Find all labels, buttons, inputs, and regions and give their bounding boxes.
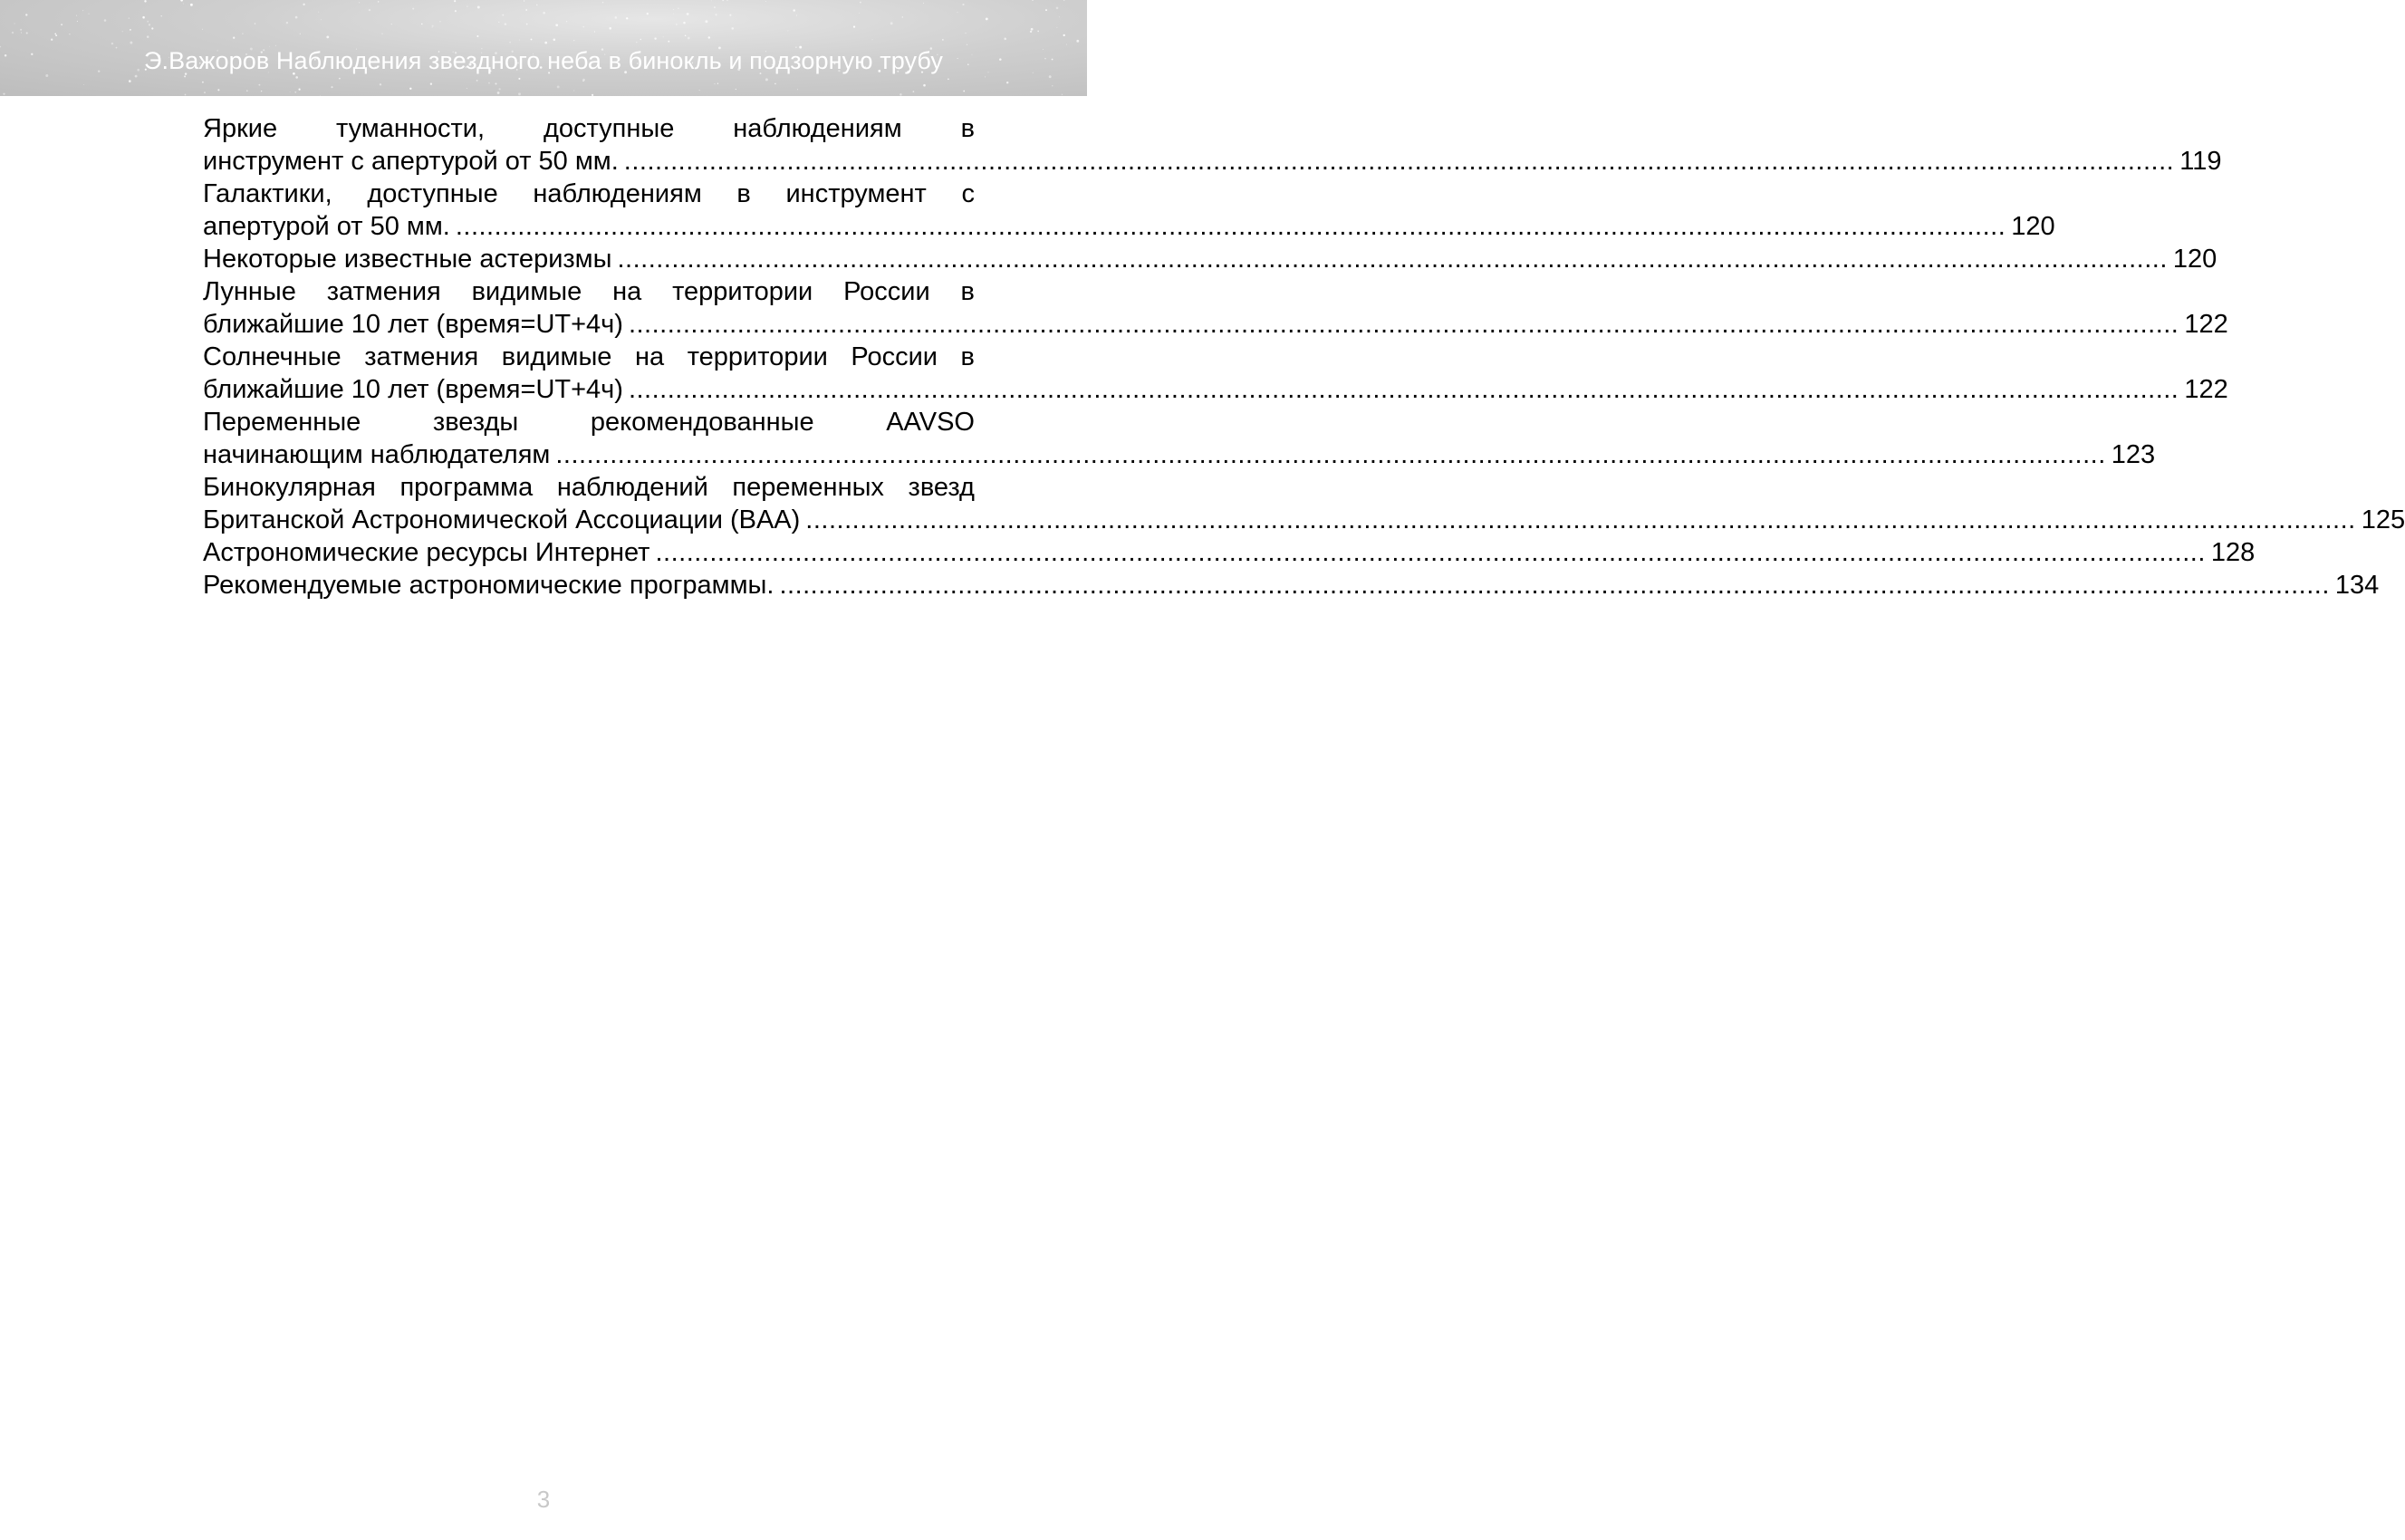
star-dot [104, 19, 107, 22]
star-dot [543, 12, 545, 14]
star-dot [432, 25, 434, 27]
toc-entry-last-line [203, 243, 2217, 275]
toc-entry-line [203, 275, 975, 308]
star-dot [688, 37, 690, 40]
star-dot [476, 80, 478, 82]
star-dot [359, 2, 360, 3]
star-dot [860, 2, 861, 4]
toc-word: звезд [908, 473, 975, 502]
toc-entry-title: апертурой от 50 мм. [203, 212, 450, 241]
star-dot [331, 86, 332, 88]
star-dot [965, 33, 966, 34]
star-dot [518, 78, 520, 80]
star-dot [122, 31, 123, 32]
star-dot [295, 76, 298, 79]
star-dot [942, 39, 944, 41]
star-dot [797, 89, 798, 90]
star-dot [185, 94, 187, 96]
star-dot [204, 91, 205, 92]
star-dot [1032, 0, 1034, 1]
toc-leader-dots: ........................................................................................................................................................................................................ [779, 571, 2330, 600]
star-dot [1059, 16, 1060, 17]
star-dot [714, 6, 716, 8]
toc-leader-dots: ........................................................................................................................................................................................................ [805, 505, 2356, 534]
star-dot [258, 84, 260, 86]
star-dot [518, 92, 521, 95]
toc-word: доступные [367, 179, 498, 208]
star-dot [555, 24, 558, 26]
star-dot [890, 22, 893, 24]
star-dot [275, 45, 276, 46]
star-dot [25, 14, 27, 15]
star-dot [654, 37, 656, 39]
toc-leader-dots: ........................................................................................................................................................................................................ [455, 212, 2006, 241]
star-dot [708, 36, 710, 38]
toc-leader-dots: ........................................................................................................................................................................................................ [617, 245, 2168, 274]
star-dot [455, 10, 457, 12]
toc-word: AAVSO [886, 408, 975, 437]
star-dot [217, 89, 219, 91]
star-dot [673, 9, 674, 10]
star-dot [717, 83, 718, 84]
toc-leader-dots: ........................................................................................................................................................................................................ [623, 147, 2175, 176]
toc-entry-last-line [203, 504, 2405, 536]
star-dot [180, 0, 183, 2]
toc-entry-last-line [203, 373, 2228, 406]
star-dot [412, 8, 414, 10]
star-dot [678, 7, 679, 9]
toc-page-number: 120 [2172, 245, 2217, 274]
star-dot [913, 91, 915, 92]
toc-entry[interactable] [203, 112, 2222, 178]
star-dot [1006, 82, 1008, 83]
star-dot [699, 90, 700, 91]
star-dot [505, 23, 507, 25]
toc-entry[interactable] [203, 275, 2228, 341]
toc-word: в [960, 342, 975, 371]
toc-page-number: 122 [2184, 310, 2228, 339]
toc-entry-line [203, 178, 975, 210]
star-dot [663, 36, 664, 37]
star-dot [948, 78, 949, 80]
star-dot [668, 41, 669, 43]
toc-word: Галактики, [203, 179, 332, 208]
toc-word: в [960, 114, 975, 143]
star-dot [793, 9, 795, 12]
star-dot [318, 12, 319, 13]
page-number: 3 [536, 1486, 551, 1513]
star-dot [51, 39, 53, 41]
toc-word: наблюдениям [533, 179, 702, 208]
star-dot [1004, 37, 1006, 40]
star-dot [640, 39, 641, 40]
toc-page-number: 128 [2210, 538, 2256, 567]
star-dot [82, 10, 83, 11]
toc-leader-dots: ........................................................................................................................................................................................................ [628, 310, 2179, 339]
toc-word: Переменные [203, 408, 361, 437]
toc-entry-last-line [203, 145, 2222, 178]
star-dot [326, 36, 329, 39]
toc-leader-dots: ........................................................................................................................................................................................................ [555, 440, 2106, 469]
star-dot [130, 29, 131, 31]
star-dot [592, 94, 593, 96]
toc-entry-title: инструмент с апертурой от 50 мм. [203, 147, 619, 176]
star-dot [184, 75, 186, 77]
toc-word: инструмент [785, 179, 927, 208]
star-dot [1063, 34, 1065, 36]
toc-entry-last-line [203, 308, 2228, 341]
toc-word: России [851, 342, 938, 371]
star-dot [130, 42, 132, 44]
star-dot [859, 13, 860, 14]
star-dot [1076, 40, 1079, 43]
toc-entry[interactable] [203, 243, 2217, 275]
toc-leader-dots: ........................................................................................................................................................................................................ [628, 375, 2179, 404]
star-dot [1056, 6, 1059, 9]
star-dot [687, 13, 689, 15]
toc-word: рекомендованные [590, 408, 814, 437]
star-dot [190, 4, 193, 6]
star-dot [647, 13, 649, 14]
star-dot [111, 43, 113, 44]
star-dot [430, 83, 432, 85]
star-dot [495, 82, 496, 84]
star-dot [378, 1, 379, 2]
star-dot [454, 0, 456, 2]
toc-word: видимые [471, 277, 582, 306]
star-dot [1062, 94, 1063, 95]
star-dot [242, 33, 243, 34]
star-dot [722, 0, 724, 1]
toc-word: наблюдениям [733, 114, 902, 143]
star-dot [544, 42, 547, 44]
star-dot [986, 17, 988, 20]
toc-entry-last-line [203, 438, 2156, 471]
star-dot [149, 24, 150, 25]
star-dot [685, 35, 686, 36]
star-dot [497, 91, 500, 94]
star-dot [853, 25, 855, 27]
star-dot [20, 29, 22, 31]
star-dot [526, 24, 528, 25]
star-dot [582, 81, 583, 82]
toc-word: Солнечные [203, 342, 342, 371]
star-dot [765, 1, 766, 2]
toc-word: на [612, 277, 642, 306]
star-dot [320, 95, 321, 96]
toc-word: России [843, 277, 930, 306]
star-dot [142, 16, 145, 19]
star-dot [796, 14, 797, 15]
star-dot [144, 0, 146, 2]
star-dot [83, 84, 84, 85]
star-dot [715, 14, 717, 15]
star-dot [553, 39, 556, 42]
star-dot [129, 17, 130, 18]
star-dot [76, 15, 77, 16]
toc-word: на [634, 342, 665, 371]
star-dot [3, 93, 5, 95]
star-dot [626, 17, 628, 19]
toc-word: доступные [543, 114, 675, 143]
star-dot [714, 83, 715, 84]
toc-entry-last-line [203, 536, 2256, 569]
star-dot [899, 93, 901, 95]
star-dot [963, 91, 965, 92]
star-dot [872, 39, 873, 40]
star-dot [294, 91, 296, 93]
star-dot [732, 27, 735, 30]
star-dot [439, 21, 441, 23]
star-dot [129, 80, 131, 82]
star-dot [923, 84, 926, 87]
star-dot [202, 29, 203, 30]
star-dot [765, 78, 768, 81]
star-dot [566, 21, 567, 22]
toc-entry-line [203, 471, 975, 504]
star-dot [1056, 27, 1057, 28]
star-dot [498, 88, 500, 90]
star-dot [339, 78, 341, 80]
star-dot [233, 37, 235, 39]
toc-entry-title: Астрономические ресурсы Интернет [203, 538, 650, 567]
star-dot [602, 2, 604, 4]
toc-entry-line [203, 406, 975, 438]
star-dot [557, 85, 560, 88]
star-dot [609, 27, 611, 30]
table-of-contents [203, 112, 2405, 602]
toc-entry-last-line [203, 210, 2055, 243]
star-dot [1037, 31, 1039, 33]
toc-word: переменных [732, 473, 884, 502]
star-dot [729, 14, 731, 16]
star-dot [1063, 0, 1064, 1]
toc-entry-title: начинающим наблюдателям [203, 440, 551, 469]
toc-word: Бинокулярная [203, 473, 376, 502]
toc-word: затмения [364, 342, 479, 371]
star-dot [151, 27, 153, 29]
star-dot [705, 20, 707, 23]
star-dot [711, 0, 712, 1]
star-dot [962, 4, 964, 5]
star-dot [614, 16, 617, 19]
star-dot [774, 83, 776, 85]
star-dot [299, 89, 301, 91]
star-dot [147, 21, 149, 23]
toc-entry-title: Британской Астрономической Ассоциации (BAA) [203, 505, 801, 534]
toc-entry[interactable] [203, 471, 2405, 536]
star-dot [303, 4, 304, 5]
header-title: Э.Важоров Наблюдения звездного неба в бинокль и подзорную трубу [144, 47, 943, 74]
star-dot [286, 22, 288, 24]
star-dot [1049, 75, 1052, 78]
toc-entry-title: Рекомендуемые астрономические программы. [203, 571, 774, 600]
toc-word: территории [672, 277, 813, 306]
toc-word: с [961, 179, 975, 208]
star-dot [498, 22, 499, 23]
star-dot [135, 75, 138, 78]
star-dot [582, 26, 584, 28]
star-dot [923, 3, 924, 4]
toc-word: туманности, [336, 114, 486, 143]
star-dot [54, 34, 56, 35]
star-dot [369, 9, 370, 11]
toc-page-number: 120 [2011, 212, 2055, 241]
toc-entry-title: ближайшие 10 лет (время=UT+4ч) [203, 375, 623, 404]
header-banner [0, 0, 1087, 96]
toc-entry[interactable] [203, 536, 2256, 569]
toc-page-number: 122 [2184, 375, 2228, 404]
star-dot [787, 30, 788, 31]
star-dot [477, 6, 480, 9]
toc-page-number: 123 [2111, 440, 2156, 469]
star-dot [636, 42, 637, 43]
star-dot [502, 14, 504, 16]
toc-entry-line [203, 112, 975, 145]
star-dot [531, 39, 533, 41]
star-dot [202, 82, 204, 83]
star-dot [409, 88, 411, 90]
star-dot [1066, 44, 1067, 45]
star-dot [290, 91, 291, 92]
toc-page-number: 125 [2361, 505, 2405, 534]
star-dot [300, 34, 302, 35]
star-dot [1030, 31, 1032, 33]
toc-leader-dots: ........................................................................................................................................................................................................ [655, 538, 2206, 567]
star-dot [509, 42, 511, 43]
star-dot [476, 35, 478, 37]
star-dot [594, 31, 595, 32]
star-dot [55, 34, 57, 36]
toc-entry-title: Некоторые известные астеризмы [203, 245, 612, 274]
toc-entry[interactable] [203, 341, 2228, 406]
star-dot [1031, 28, 1034, 31]
star-dot [183, 4, 184, 5]
star-dot [12, 32, 14, 34]
star-dot [967, 44, 968, 46]
star-dot [432, 27, 433, 28]
star-dot [147, 35, 149, 38]
toc-entry[interactable] [203, 569, 2380, 602]
star-dot [1045, 9, 1047, 11]
star-dot [683, 22, 686, 24]
star-dot [295, 16, 298, 19]
toc-word: в [736, 179, 751, 208]
toc-word: программа [399, 473, 534, 502]
star-dot [1052, 85, 1053, 86]
toc-word: Яркие [203, 114, 278, 143]
star-dot [902, 16, 904, 18]
star-dot [573, 40, 574, 41]
star-dot [488, 82, 490, 84]
star-dot [14, 23, 15, 24]
toc-word: звезды [432, 408, 519, 437]
toc-word: видимые [501, 342, 612, 371]
star-dot [255, 23, 256, 24]
star-dot [321, 19, 322, 20]
star-dot [726, 0, 727, 1]
toc-word: в [960, 277, 975, 306]
toc-page-number: 119 [2179, 147, 2222, 176]
star-dot [676, 24, 678, 25]
toc-entry-last-line [203, 569, 2380, 602]
star-dot [21, 32, 22, 33]
toc-entry[interactable] [203, 178, 2055, 243]
toc-word: затмения [326, 277, 441, 306]
star-dot [525, 9, 527, 11]
toc-word: Лунные [203, 277, 296, 306]
star-dot [985, 76, 986, 77]
toc-entry-line [203, 341, 975, 373]
star-dot [519, 40, 520, 41]
star-dot [26, 32, 28, 34]
star-dot [380, 83, 381, 85]
star-dot [161, 15, 162, 16]
toc-word: территории [687, 342, 828, 371]
star-dot [246, 90, 248, 91]
toc-page-number: 134 [2334, 571, 2380, 600]
toc-entry[interactable] [203, 406, 2156, 471]
toc-word: наблюдений [556, 473, 708, 502]
star-dot [61, 24, 63, 25]
toc-entry-title: ближайшие 10 лет (время=UT+4ч) [203, 310, 623, 339]
star-dot [77, 21, 78, 22]
